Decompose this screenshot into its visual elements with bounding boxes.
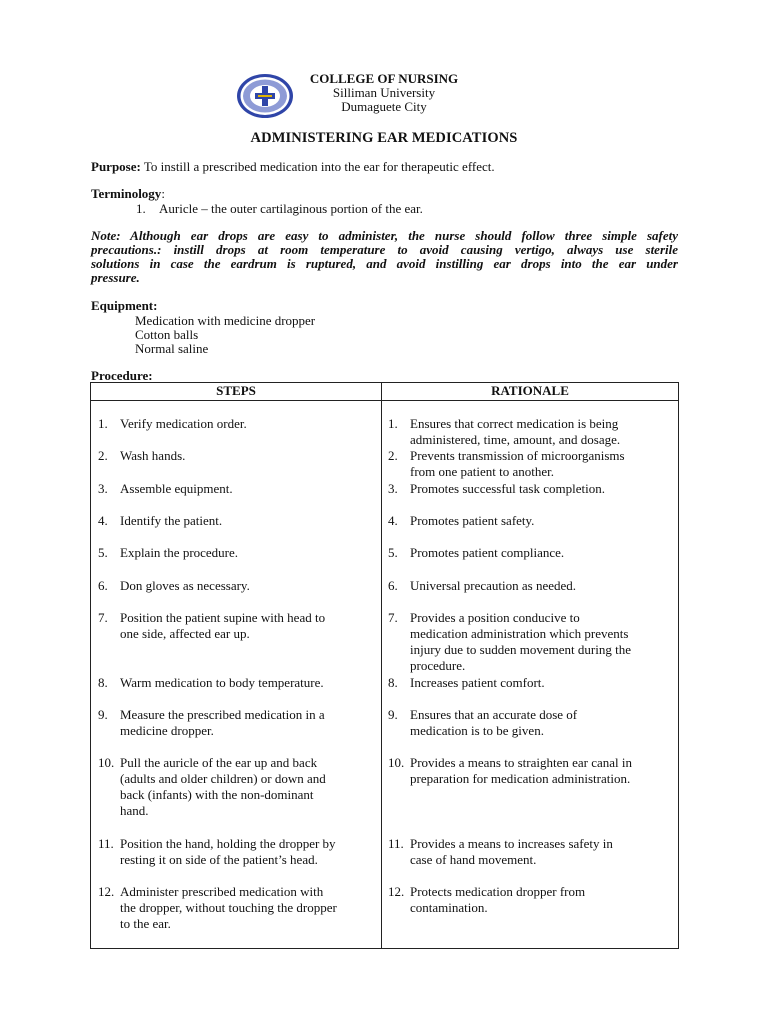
rationale-text <box>410 448 625 480</box>
rationale-text <box>410 836 613 868</box>
step-text <box>120 610 325 642</box>
rationale-number: 7. <box>388 610 398 625</box>
rationale-text <box>410 416 620 448</box>
rationale-text-line: medication is to be given. <box>410 723 544 738</box>
equipment-label: Equipment: <box>91 298 158 313</box>
purpose-label: Purpose: <box>91 159 141 174</box>
rationale-number: 11. <box>388 836 404 851</box>
step-text-line: Don gloves as necessary. <box>120 578 250 593</box>
rationale-number: 4. <box>388 513 398 528</box>
rationale-text-line: Ensures that correct medication is being <box>410 416 619 431</box>
step-text-line: hand. <box>120 803 149 818</box>
procedure-heading <box>91 369 153 383</box>
rationale-text <box>410 513 534 529</box>
rationale-text <box>410 675 545 691</box>
rationale-number: 8. <box>388 675 398 690</box>
step-text <box>120 707 325 739</box>
step-number: 6. <box>98 578 108 593</box>
step-text-line: Position the hand, holding the dropper by <box>120 836 336 851</box>
steps-column <box>91 401 381 948</box>
rationale-text <box>410 481 605 497</box>
rationale-number: 2. <box>388 448 398 463</box>
university-name: Silliman University <box>332 85 436 100</box>
rationale-number: 9. <box>388 707 398 722</box>
step-text <box>120 448 185 464</box>
rationale-text-line: Promotes successful task completion. <box>410 481 605 496</box>
step-text-line: Position the patient supine with head to <box>120 610 326 625</box>
step-text <box>120 836 336 868</box>
rationale-text-line: Promotes patient safety. <box>410 513 535 528</box>
table-header-row <box>91 383 679 401</box>
purpose-text: To instill a prescribed medication into the ear for therapeutic effect. <box>143 159 495 174</box>
step-number: 3. <box>98 481 108 496</box>
step-text <box>120 513 222 529</box>
step-text-line: to the ear. <box>120 916 171 931</box>
step-number: 1. <box>98 416 108 431</box>
steps-column-header: STEPS <box>91 383 382 401</box>
step-text <box>120 481 233 497</box>
rationale-text-line: administered, time, amount, and dosage. <box>410 432 621 447</box>
rationale-number: 5. <box>388 545 398 560</box>
rationale-text <box>410 545 564 561</box>
terminology-item-num: 1. <box>136 201 146 216</box>
note-line: precautions.: instill drops at room temperature to avoid causing vertigo, always use sterile <box>91 242 678 257</box>
rationale-number: 3. <box>388 481 398 496</box>
rationale-text-line: procedure. <box>410 658 466 673</box>
note-line: pressure. <box>91 270 140 285</box>
step-text <box>120 545 238 561</box>
step-number: 4. <box>98 513 108 528</box>
safety-note <box>91 229 678 285</box>
rationale-text-line: Provides a means to increases safety in <box>410 836 613 851</box>
step-number: 2. <box>98 448 108 463</box>
rationale-number: 6. <box>388 578 398 593</box>
step-text <box>120 578 250 594</box>
terminology-label: Terminology <box>91 186 162 201</box>
step-text-line: resting it on side of the patient’s head. <box>120 852 318 867</box>
step-text-line: back (infants) with the non-dominant <box>120 787 314 802</box>
step-number: 11. <box>98 836 114 851</box>
step-text <box>120 416 247 432</box>
city-name: Dumaguete City <box>341 99 427 114</box>
step-text-line: one side, affected ear up. <box>120 626 250 641</box>
rationale-text-line: Increases patient comfort. <box>410 675 545 690</box>
step-text-line: Administer prescribed medication with <box>120 884 324 899</box>
step-text-line: Assemble equipment. <box>120 481 233 496</box>
step-text-line: Pull the auricle of the ear up and back <box>120 755 318 770</box>
rationale-text-line: contamination. <box>410 900 488 915</box>
rationale-number: 10. <box>388 755 405 770</box>
step-text-line: (adults and older children) or down and <box>120 771 326 786</box>
step-text-line: Wash hands. <box>120 448 186 463</box>
rationale-text-line: Provides a means to straighten ear canal in <box>410 755 633 770</box>
rationale-text-line: Prevents transmission of microorganisms <box>410 448 625 463</box>
rationale-number: 12. <box>388 884 405 899</box>
equipment-item: Medication with medicine dropper <box>135 313 316 328</box>
rationale-text-line: medication administration which prevents <box>410 626 629 641</box>
step-number: 10. <box>98 755 115 770</box>
step-number: 9. <box>98 707 108 722</box>
rationale-text-line: Universal precaution as needed. <box>410 578 577 593</box>
equipment-item: Normal saline <box>135 341 209 356</box>
purpose-line <box>91 160 495 174</box>
rationale-number: 1. <box>388 416 398 431</box>
rationale-text-line: case of hand movement. <box>410 852 537 867</box>
step-text <box>120 884 337 932</box>
step-number: 8. <box>98 675 108 690</box>
header-block <box>296 72 472 114</box>
step-text-line: Warm medication to body temperature. <box>120 675 324 690</box>
college-name: COLLEGE OF NURSING <box>309 71 459 86</box>
step-number: 5. <box>98 545 108 560</box>
step-text <box>120 675 324 691</box>
step-text-line: Verify medication order. <box>120 416 247 431</box>
rationale-text <box>410 755 632 787</box>
step-number: 7. <box>98 610 108 625</box>
note-line: solutions in case the eardrum is ruptured, and avoid instilling ear drops into the ear under <box>91 256 678 271</box>
rationale-column-header: RATIONALE <box>382 383 679 401</box>
document-title: ADMINISTERING EAR MEDICATIONS <box>250 130 518 146</box>
table-body-row <box>91 401 679 949</box>
rationale-text-line: preparation for medication administration. <box>410 771 631 786</box>
procedure-label: Procedure: <box>91 368 153 383</box>
rationale-text-line: Ensures that an accurate dose of <box>410 707 578 722</box>
step-text-line: medicine dropper. <box>120 723 214 738</box>
rationale-text <box>410 578 576 594</box>
terminology-colon: : <box>161 186 165 201</box>
terminology-heading <box>91 187 165 201</box>
step-text-line: Identify the patient. <box>120 513 223 528</box>
step-text-line: Explain the procedure. <box>120 545 239 560</box>
rationale-text <box>410 610 631 674</box>
rationale-text-line: Promotes patient compliance. <box>410 545 565 560</box>
rationale-column <box>382 401 678 948</box>
rationale-text-line: injury due to sudden movement during the <box>410 642 631 657</box>
step-number: 12. <box>98 884 115 899</box>
rationale-text-line: from one patient to another. <box>410 464 555 479</box>
step-text-line: the dropper, without touching the dropper <box>120 900 337 915</box>
note-line: Note: Although ear drops are easy to administer, the nurse should follow three simple safety <box>91 228 678 243</box>
step-text-line: Measure the prescribed medication in a <box>120 707 325 722</box>
rationale-text <box>410 884 585 916</box>
rationale-text-line: Provides a position conducive to <box>410 610 580 625</box>
equipment-item: Cotton balls <box>135 327 199 342</box>
step-text <box>120 755 326 819</box>
procedure-table <box>90 382 679 949</box>
terminology-item <box>136 201 423 216</box>
rationale-text <box>410 707 577 739</box>
equipment-heading <box>91 299 157 313</box>
rationale-text-line: Protects medication dropper from <box>410 884 586 899</box>
terminology-item-text: Auricle – the outer cartilaginous portion of the ear. <box>159 201 423 216</box>
university-seal-logo <box>236 73 294 119</box>
